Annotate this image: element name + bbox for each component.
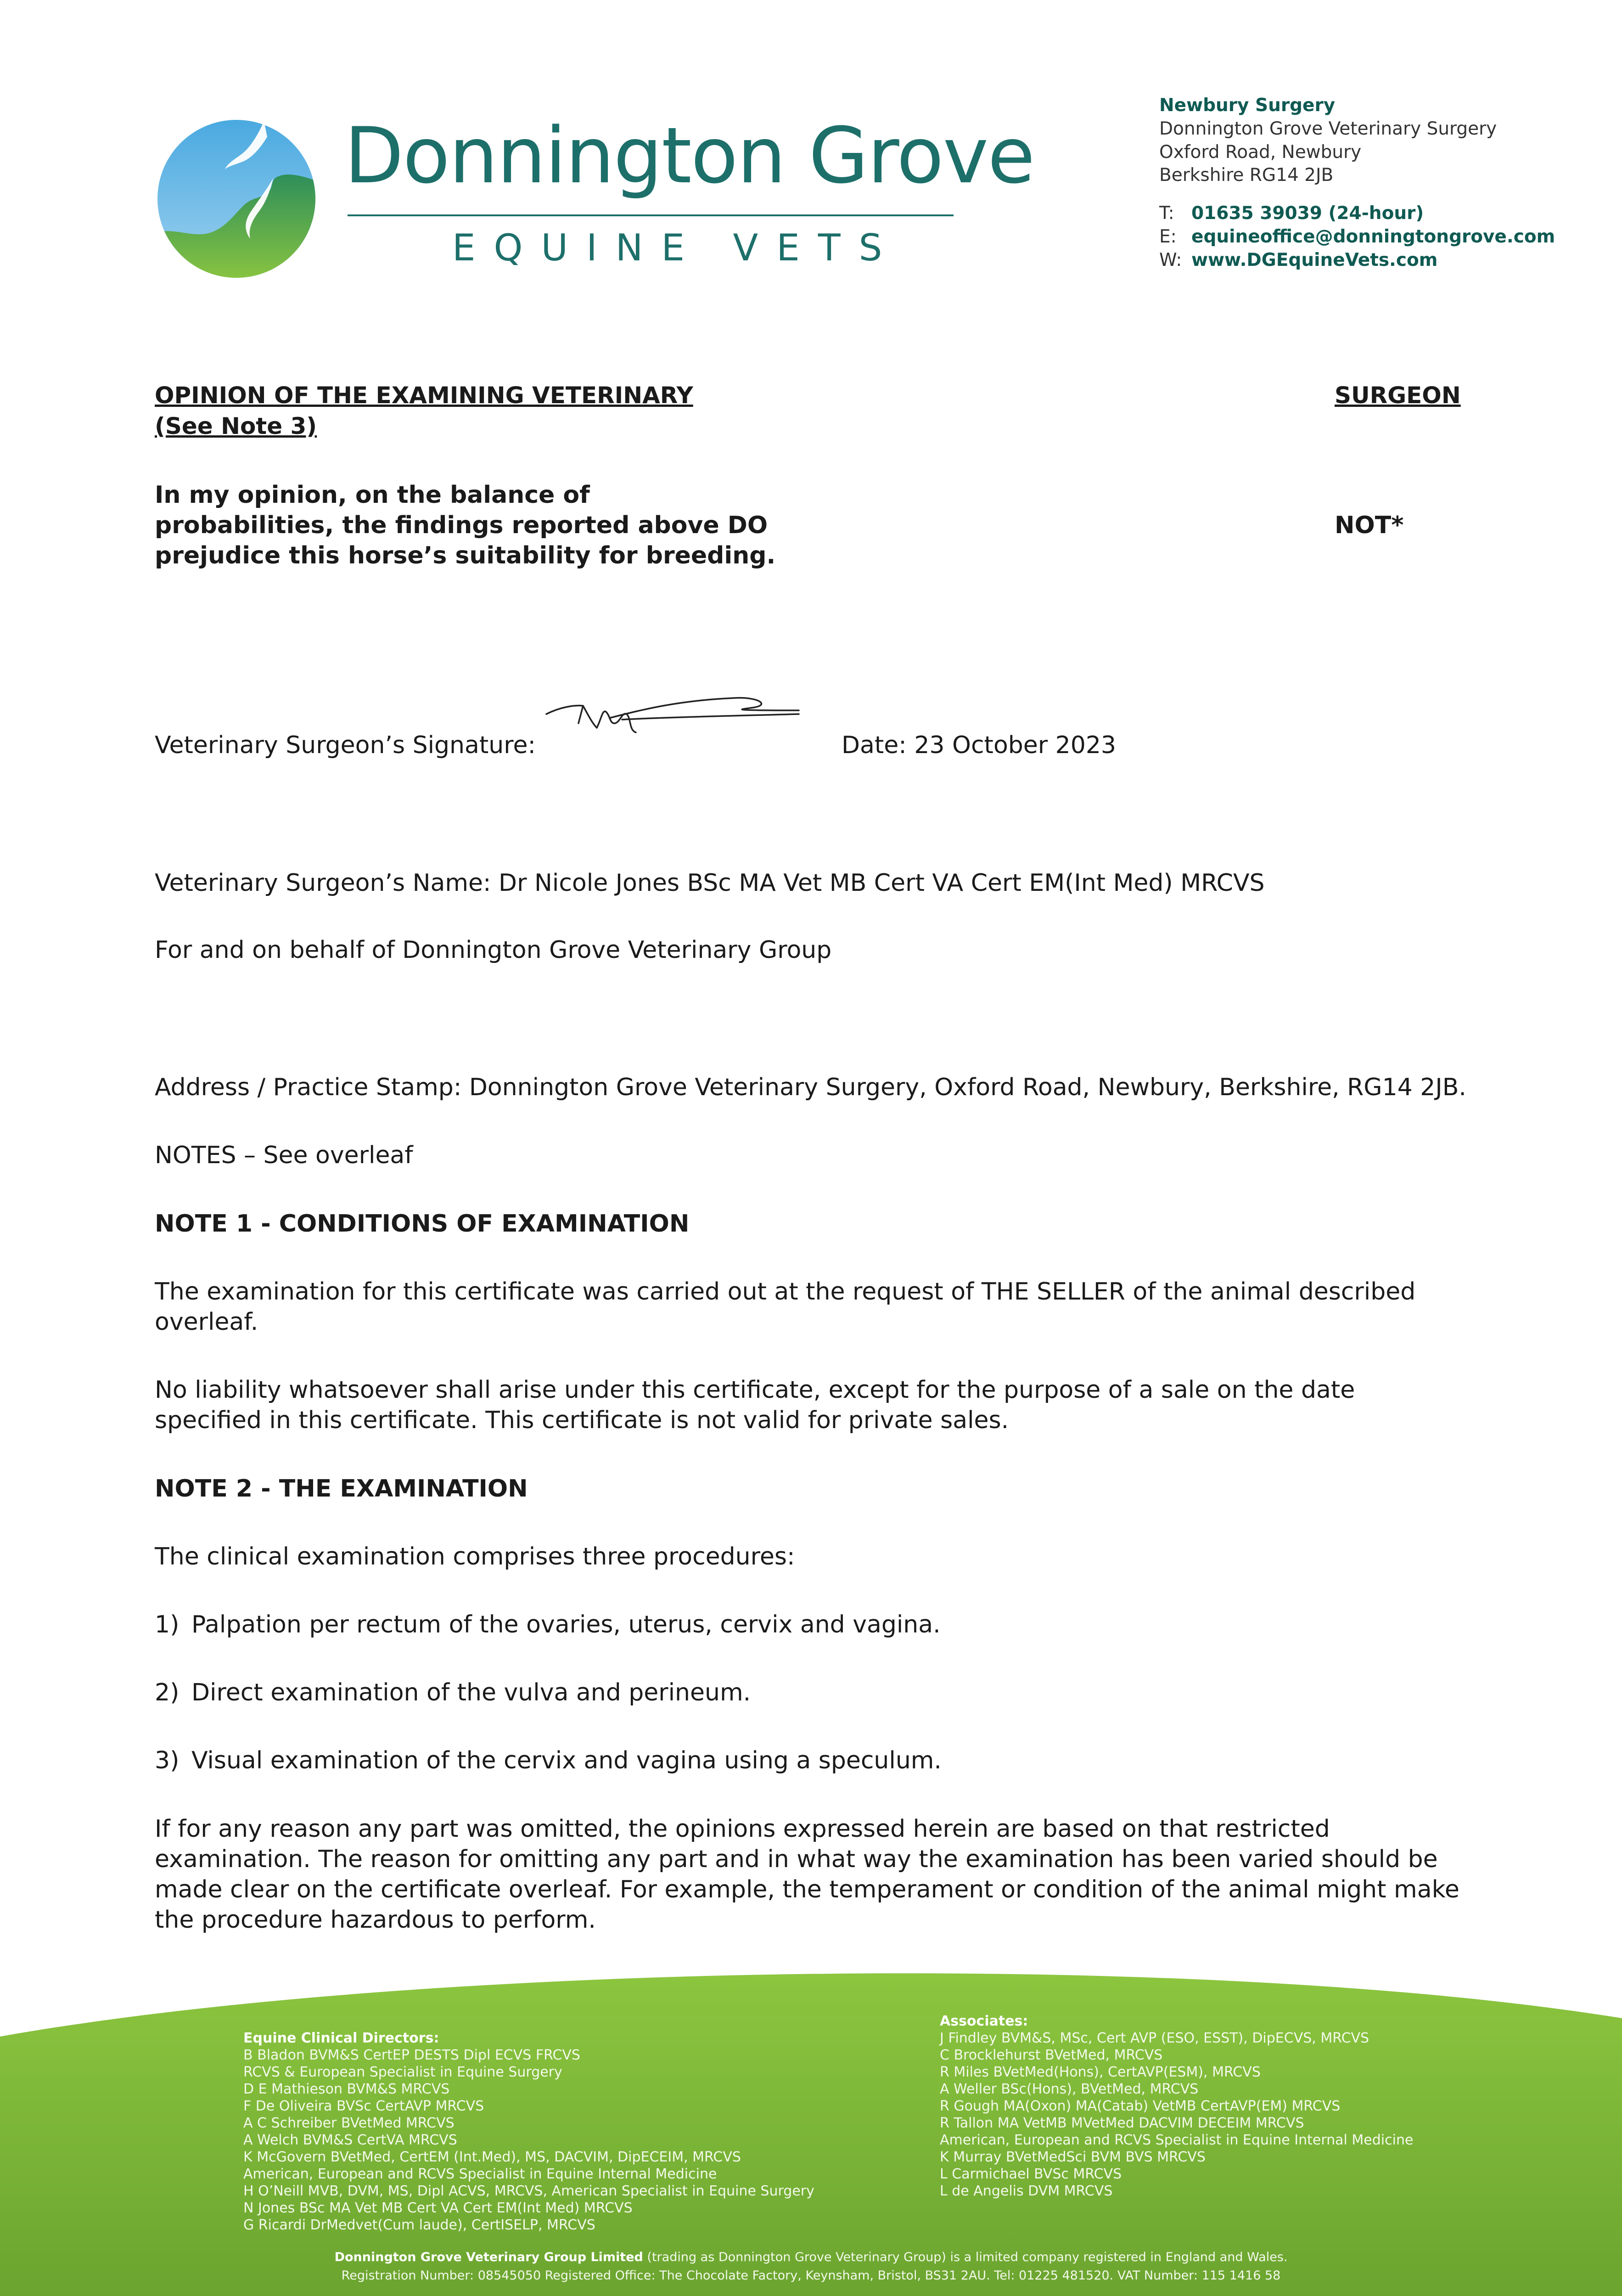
company-name: Donnington Grove Veterinary Group Limited (334, 2250, 643, 2264)
list-item (155, 1745, 942, 1776)
notes-overleaf: NOTES – See overleaf (155, 1142, 413, 1169)
director-line: A Welch BVM&S CertVA MRCVS (243, 2132, 457, 2148)
signature-date: Date: 23 October 2023 (842, 732, 1116, 759)
phone-row (1159, 204, 1424, 222)
list-item (155, 1677, 751, 1708)
behalf-line: For and on behalf of Donnington Grove Veterinary Group (155, 936, 832, 964)
list-number: 3) (155, 1747, 180, 1774)
web-row (1159, 251, 1437, 269)
opinion-heading-line2: (See Note 3) (155, 413, 317, 439)
company-description: (trading as Donnington Grove Veterinary Group) is a limited company registered in England and Wales. (643, 2250, 1288, 2264)
branch-name: Newbury Surgery (1159, 95, 1336, 116)
director-line: F De Oliveira BVSc CertAVP MRCVS (243, 2098, 484, 2114)
associates-heading: Associates: (940, 2013, 1028, 2029)
director-line: H O’Neill MVB, DVM, MS, Dipl ACVS, MRCVS, American Specialist in Equine Surgery (243, 2183, 814, 2199)
opinion-heading-right: SURGEON (1335, 382, 1461, 409)
not-marker: NOT* (1335, 512, 1404, 539)
address-stamp: Address / Practice Stamp: Donnington Grove Veterinary Surgery, Oxford Road, Newbury, Berkshire, RG14 2JB. (155, 1074, 1466, 1101)
phone-prefix: T: (1159, 203, 1174, 224)
signature-mark (542, 691, 803, 746)
opinion-statement-line1: In my opinion, on the balance of (155, 481, 590, 509)
associate-line: J Findley BVM&S, MSc, Cert AVP (ESO, ESST), DipECVS, MRCVS (940, 2030, 1369, 2046)
address-line-1: Donnington Grove Veterinary Surgery (1159, 118, 1497, 139)
associates-list (940, 2030, 1413, 2200)
brand-tagline: EQUINE VETS (452, 226, 901, 269)
surgeon-name: Veterinary Surgeon’s Name: Dr Nicole Jones BSc MA Vet MB Cert VA Cert EM(Int Med) MRCVS (155, 869, 1265, 897)
note1-heading: NOTE 1 - CONDITIONS OF EXAMINATION (155, 1210, 690, 1238)
director-line: D E Mathieson BVM&S MRCVS (243, 2081, 450, 2097)
list-text: Palpation per rectum of the ovaries, uterus, cervix and vagina. (191, 1611, 941, 1638)
associate-line: L de Angelis DVM MRCVS (940, 2183, 1113, 2199)
director-line: American, European and RCVS Specialist in Equine Internal Medicine (243, 2166, 717, 2182)
associate-line: L Carmichael BVSc MRCVS (940, 2166, 1122, 2182)
footer-legal-line2: Registration Number: 08545050 Registered Office: The Chocolate Factory, Keynsham, Bristol, BS31 2AU. Tel: 01225 481520. VAT Number: 115 1416 58 (341, 2268, 1281, 2283)
directors-heading: Equine Clinical Directors: (243, 2030, 439, 2046)
directors-list (243, 2047, 814, 2234)
note2-heading: NOTE 2 - THE EXAMINATION (155, 1475, 528, 1503)
list-text: Visual examination of the cervix and vagina using a speculum. (191, 1747, 942, 1774)
director-line: B Bladon BVM&S CertEP DESTS Dipl ECVS FRCVS (243, 2047, 580, 2063)
note2-intro: The clinical examination comprises three procedures: (155, 1543, 795, 1570)
email-link[interactable]: equineoffice@donningtongrove.com (1191, 226, 1555, 247)
associate-line: R Tallon MA VetMB MVetMed DACVIM DECEIM MRCVS (940, 2115, 1304, 2131)
opinion-statement-line3: prejudice this horse’s suitability for breeding. (155, 542, 776, 569)
logo-emblem (156, 118, 317, 279)
associate-line: A Weller BSc(Hons), BVetMed, MRCVS (940, 2081, 1199, 2097)
director-line: N Jones BSc MA Vet MB Cert VA Cert EM(Int Med) MRCVS (243, 2200, 633, 2216)
associate-line: R Miles BVetMed(Hons), CertAVP(ESM), MRCVS (940, 2064, 1261, 2080)
list-text: Direct examination of the vulva and perineum. (191, 1679, 751, 1706)
list-number: 2) (155, 1679, 180, 1706)
director-line: K McGovern BVetMed, CertEM (Int.Med), MS, DACVIM, DipECEIM, MRCVS (243, 2149, 741, 2165)
brand-name: Donnington Grove (344, 111, 1034, 201)
web-link[interactable]: www.DGEquineVets.com (1191, 250, 1438, 270)
note2-closing: If for any reason any part was omitted, the opinions expressed herein are based on that restricted examination. The reason for omitting any part and in what way the examination has been varied should be made clear on the certificate overleaf. For example, the temperament or condition of the animal might make the procedure hazardous to perform. (155, 1815, 1459, 1934)
director-line: RCVS & European Specialist in Equine Surgery (243, 2064, 562, 2080)
director-line: G Ricardi DrMedvet(Cum laude), CertISELP, MRCVS (243, 2217, 595, 2233)
opinion-heading-line1: OPINION OF THE EXAMINING VETERINARY (155, 382, 693, 409)
address-line-2: Oxford Road, Newbury (1159, 142, 1362, 163)
logo-divider (348, 214, 954, 216)
note1-paragraph-1: The examination for this certificate was carried out at the request of THE SELLER of the animal described overleaf. (155, 1278, 1416, 1336)
email-row (1159, 228, 1555, 246)
director-line: A C Schreiber BVetMed MRCVS (243, 2115, 455, 2131)
signature-label: Veterinary Surgeon’s Signature: (155, 732, 536, 759)
list-number: 1) (155, 1611, 180, 1638)
email-prefix: E: (1159, 226, 1177, 247)
associate-line: R Gough MA(Oxon) MA(Catab) VetMB CertAVP(EM) MRCVS (940, 2098, 1341, 2114)
associate-line: K Murray BVetMedSci BVM BVS MRCVS (940, 2149, 1206, 2165)
list-item (155, 1609, 941, 1640)
web-prefix: W: (1159, 250, 1182, 270)
address-line-3: Berkshire RG14 2JB (1159, 165, 1334, 186)
note1-paragraph-2: No liability whatsoever shall arise under this certificate, except for the purpose of a sale on the date specified in this certificate. This certificate is not valid for private sales. (155, 1376, 1355, 1434)
phone-number: 01635 39039 (24-hour) (1191, 203, 1424, 224)
associate-line: C Brocklehurst BVetMed, MRCVS (940, 2047, 1163, 2063)
opinion-statement-line2: probabilities, the findings reported above DO (155, 512, 768, 539)
footer-legal-line1 (0, 2248, 1622, 2267)
associate-line: American, European and RCVS Specialist in Equine Internal Medicine (940, 2132, 1414, 2148)
